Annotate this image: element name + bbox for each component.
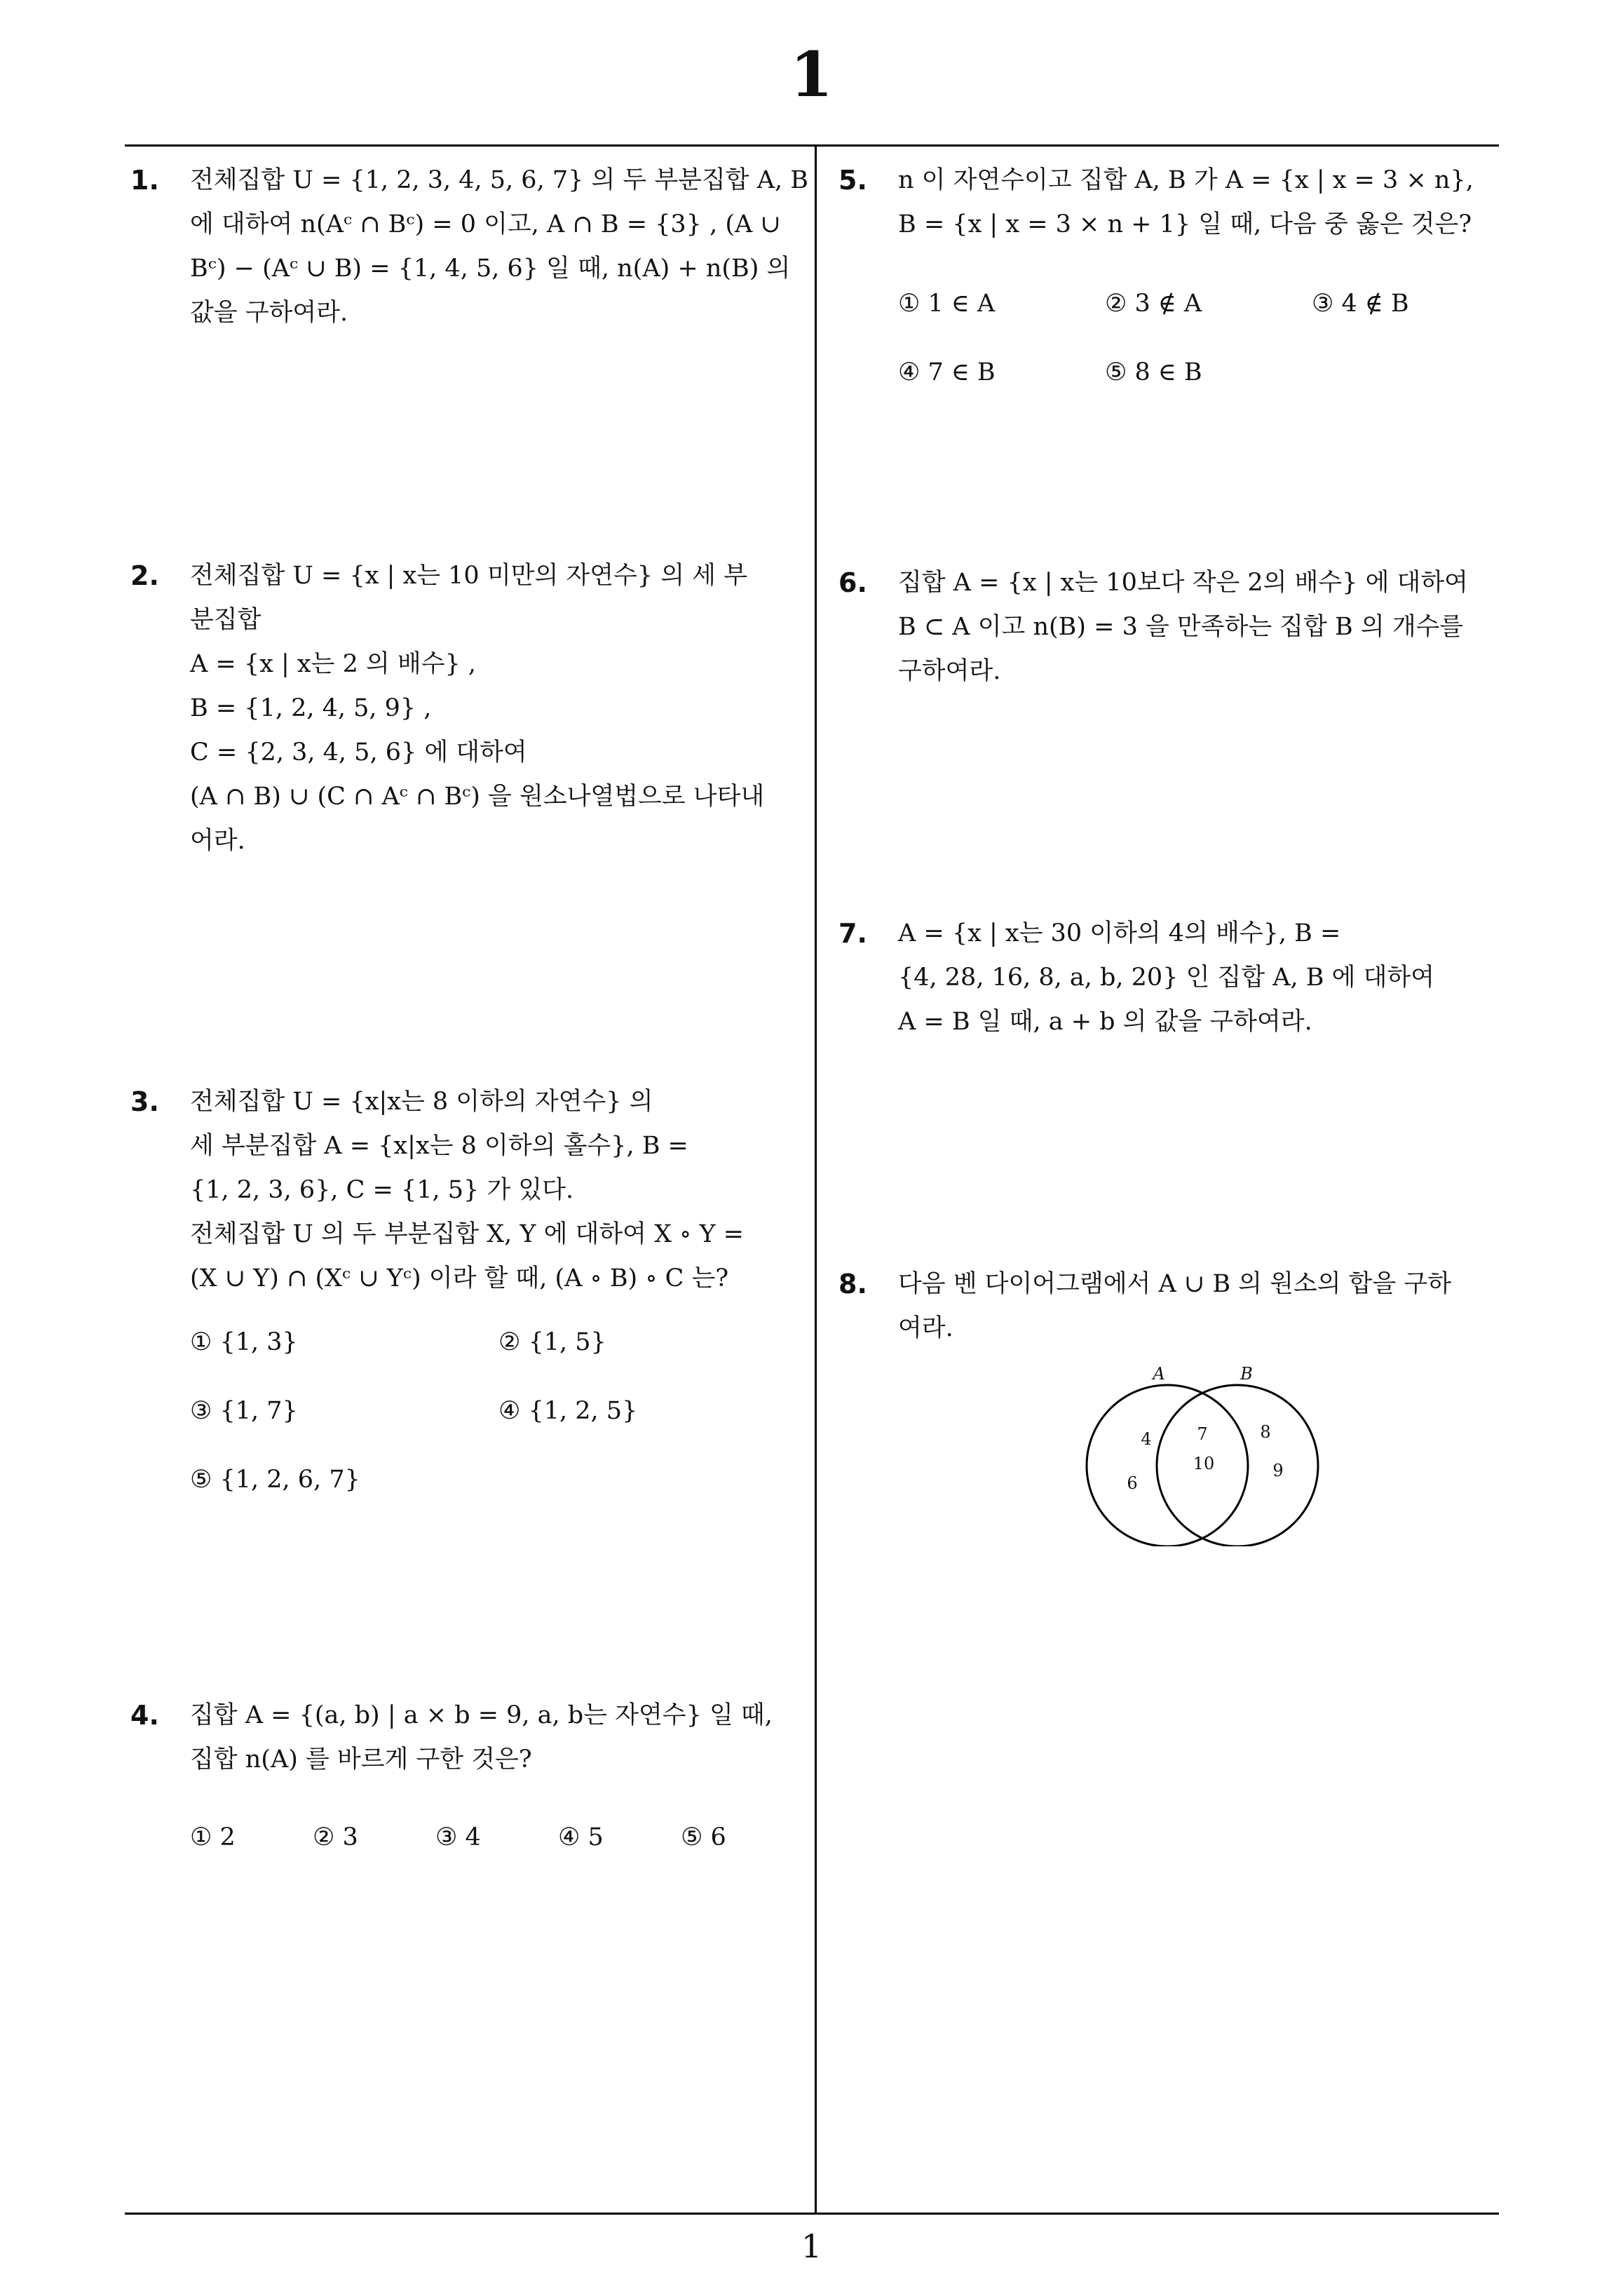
problem-number: 5. [838,165,867,196]
column-divider [815,144,817,2215]
choice-3[interactable]: ③ 4 ∉ B [1312,290,1409,318]
venn-element: 8 [1260,1422,1271,1442]
problem-line: 다음 벤 다이어그램에서 A ∪ B 의 원소의 합을 구하 [898,1270,1452,1298]
choice-2[interactable]: ② 3 ∉ A [1105,290,1202,318]
problem-line: 구하여라. [898,657,1001,685]
set-a-label: A [1153,1364,1165,1384]
choice-4[interactable]: ④ 5 [558,1823,604,1851]
problem-number: 1. [130,165,159,196]
page-heading: 1 [789,38,834,111]
problem-line: C = {2, 3, 4, 5, 6} 에 대하여 [190,738,527,767]
problem-line: n 이 자연수이고 집합 A, B 가 A = {x | x = 3 × n}, [898,166,1474,194]
problem-line: 전체집합 U = {x | x는 10 미만의 자연수} 의 세 부 [190,562,747,590]
problem-line: B ⊂ A 이고 n(B) = 3 을 만족하는 집합 B 의 개수를 [898,613,1464,641]
problem-line: A = {x | x는 30 이하의 4의 배수}, B = [898,919,1341,947]
problem-line: 전체집합 U 의 두 부분집합 X, Y 에 대하여 X ∘ Y = [190,1220,744,1248]
problem-line: 집합 A = {x | x는 10보다 작은 2의 배수} 에 대하여 [898,569,1468,597]
choice-5[interactable]: ⑤ 6 [681,1823,726,1851]
problem-7 [838,912,1512,1044]
problem-text [898,912,1512,1044]
problem-line: 세 부분집합 A = {x|x는 8 이하의 홀수}, B = [190,1132,688,1160]
problem-number: 6. [838,567,867,598]
problem-number: 4. [130,1700,159,1731]
problem-text [190,1694,803,1782]
problem-text [190,554,803,863]
set-a-circle [1087,1385,1248,1546]
choice-1[interactable]: ① {1, 3} [190,1328,298,1356]
choice-list [190,1321,803,1524]
problem-line: Bᶜ) − (Aᶜ ∪ B) = {1, 4, 5, 6} 일 때, n(A) + n(B) 의 [190,255,791,283]
problem-line: 여라. [898,1314,953,1342]
problem-line: B = {x | x = 3 × n + 1} 일 때, 다음 중 옳은 것은? [898,210,1472,238]
problem-line: 집합 A = {(a, b) | a × b = 9, a, b는 자연수} 일 때, [190,1701,773,1729]
problem-line: A = {x | x는 2 의 배수} , [190,650,477,678]
venn-element: 4 [1141,1429,1152,1449]
choice-list [898,282,1512,422]
venn-element: 9 [1272,1461,1284,1480]
choice-5[interactable]: ⑤ 8 ∈ B [1105,358,1202,386]
choice-4[interactable]: ④ {1, 2, 5} [498,1397,638,1425]
problem-6 [838,561,1512,694]
problem-text [898,1262,1512,1351]
choice-2[interactable]: ② 3 [313,1823,358,1851]
set-b-circle [1157,1385,1318,1546]
problem-line: 값을 구하여라. [190,299,348,327]
bottom-rule [125,2213,1499,2215]
choice-5[interactable]: ⑤ {1, 2, 6, 7} [190,1466,360,1494]
problem-line: A = B 일 때, a + b 의 값을 구하여라. [898,1008,1312,1036]
problem-line: 전체집합 U = {x|x는 8 이하의 자연수} 의 [190,1088,653,1116]
problem-line: 전체집합 U = {1, 2, 3, 4, 5, 6, 7} 의 두 부분집합 A, B [190,166,808,194]
set-b-label: B [1240,1364,1253,1384]
problem-line: 어라. [190,827,245,855]
choice-list [190,1816,803,1886]
problem-1 [130,158,808,335]
problem-line: {4, 28, 16, 8, a, b, 20} 인 집합 A, B 에 대하여 [898,964,1435,992]
problem-line: 분집합 [190,606,262,634]
problem-line: (A ∩ B) ∪ (C ∩ Aᶜ ∩ Bᶜ) 을 원소나열법으로 나타내 [190,783,765,811]
problem-2 [130,554,803,863]
problem-text [190,1080,803,1301]
problem-line: 에 대하여 n(Aᶜ ∩ Bᶜ) = 0 이고, A ∩ B = {3} , (A ∪ [190,210,781,238]
problem-5 [838,158,1512,422]
choice-3[interactable]: ③ 4 [435,1823,481,1851]
choice-1[interactable]: ① 2 [190,1823,236,1851]
problem-line: {1, 2, 3, 6}, C = {1, 5} 가 있다. [190,1176,574,1204]
problem-line: 집합 n(A) 를 바르게 구한 것은? [190,1745,532,1774]
problem-text [898,561,1512,694]
venn-element: 7 [1197,1424,1208,1444]
problem-line: (X ∪ Y) ∩ (Xᶜ ∪ Yᶜ) 이라 할 때, (A ∘ B) ∘ C 는? [190,1264,729,1292]
venn-element: 10 [1193,1454,1215,1473]
top-rule [125,144,1499,147]
choice-4[interactable]: ④ 7 ∈ B [898,358,996,386]
problem-number: 8. [838,1269,867,1299]
problem-3 [130,1080,803,1524]
problem-4 [130,1694,803,1886]
problem-text [190,158,808,335]
problem-number: 3. [130,1086,159,1117]
problem-number: 2. [130,560,159,591]
problem-number: 7. [838,918,867,949]
choice-1[interactable]: ① 1 ∈ A [898,290,996,318]
venn-element: 6 [1127,1473,1138,1493]
problem-line: B = {1, 2, 4, 5, 9} , [190,694,432,722]
problem-text [898,158,1512,247]
venn-diagram [1069,1364,1336,1546]
choice-2[interactable]: ② {1, 5} [498,1328,606,1356]
choice-3[interactable]: ③ {1, 7} [190,1397,298,1425]
problem-8 [838,1262,1512,1351]
page-number: 1 [801,2227,822,2265]
